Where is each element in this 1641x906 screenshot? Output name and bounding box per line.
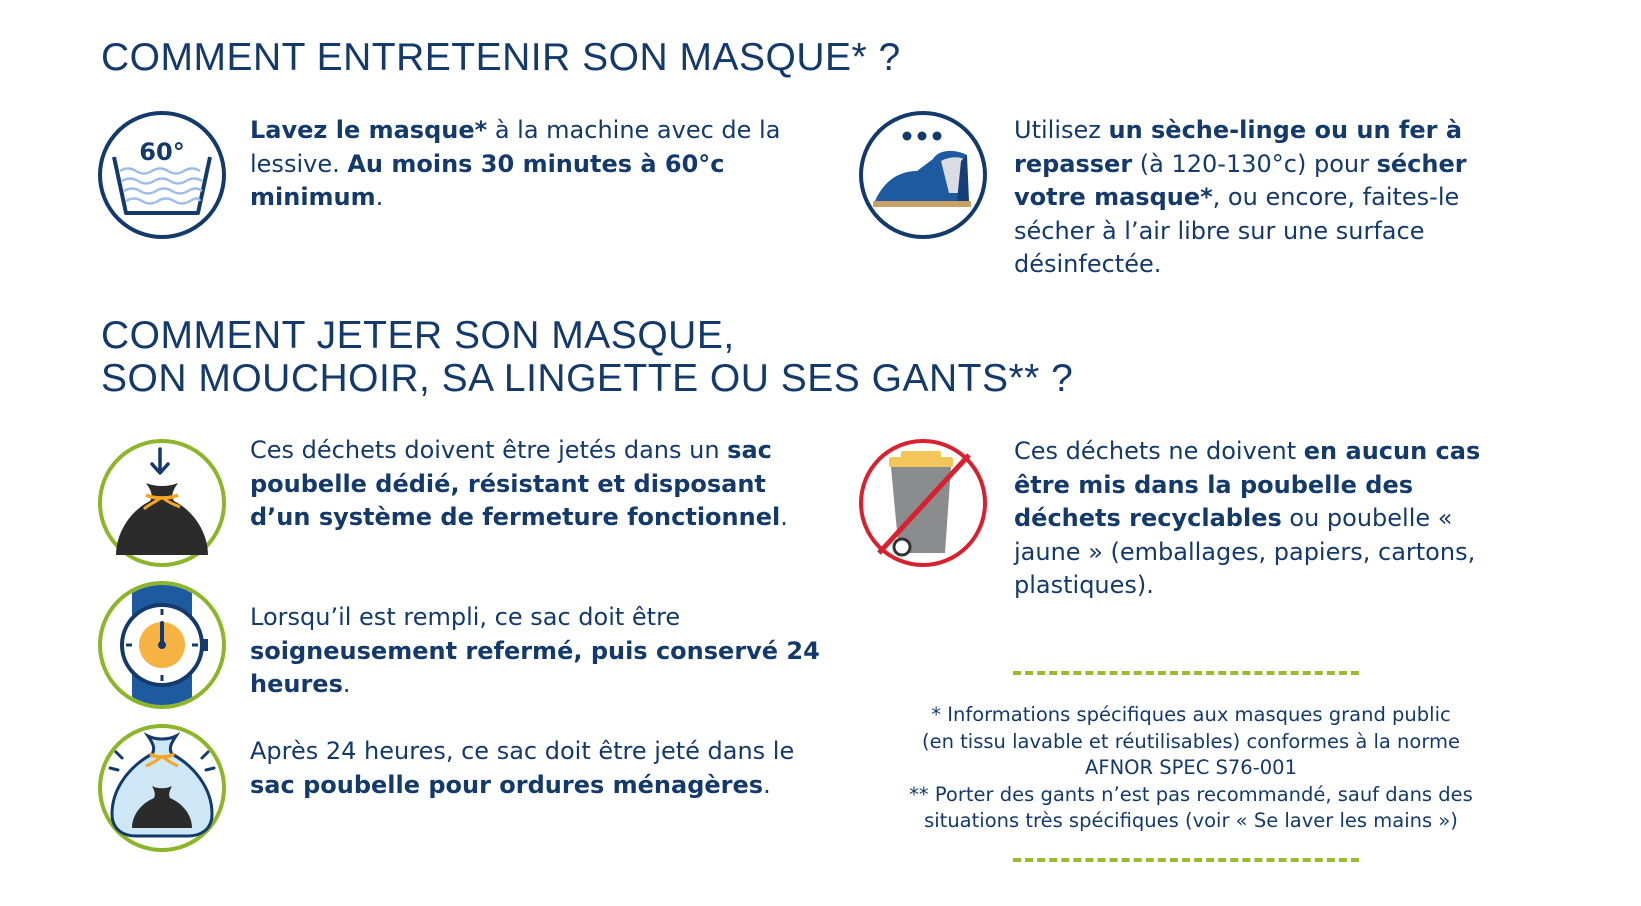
footnote-line-2: (en tissu lavable et réutilisables) conformes à la norme — [921, 729, 1460, 753]
footnote-line-5: situations très spécifiques (voir « Se laver les mains ») — [924, 809, 1458, 832]
wash-text: Lavez le masque* à la machine avec de la lessive. Au moins 30 minutes à 60°c minimum. — [250, 116, 781, 211]
double-bag-icon — [96, 722, 228, 854]
no-recycle-text: Ces déchets ne doivent en aucun cas être mis dans la poubelle des déchets recyclables ou poubelle « jaune » (emballages, papiers, cartons, plastiques). — [1014, 437, 1481, 599]
footnote-line-1: * Informations spécifiques aux masques grand public — [931, 703, 1451, 726]
section1-title: COMMENT ENTRETENIR SON MASQUE* ? — [101, 36, 901, 79]
dry-text: Utilisez un sèche-linge ou un fer à repasser (à 120-130°c) pour sécher votre masque*, ou encore, faites-le sécher à l’air libre sur une surface désinfectée. — [1014, 116, 1467, 278]
divider-top — [1013, 671, 1359, 675]
wait-text: Lorsqu’il est rempli, ce sac doit être soigneusement refermé, puis conservé 24 heures. — [250, 603, 820, 698]
trash-bag-down-icon — [96, 437, 228, 569]
footnote-line-3: AFNOR SPEC S76-001 — [1085, 756, 1297, 779]
divider-bottom — [1013, 858, 1359, 862]
iron-icon — [857, 109, 989, 241]
section2-title-line1: COMMENT JETER SON MASQUE, — [101, 314, 735, 357]
section2-title-line2: SON MOUCHOIR, SA LINGETTE OU SES GANTS** ? — [101, 357, 1074, 400]
footnote-line-4: ** Porter des gants n’est pas recommandé, sauf dans des — [909, 782, 1473, 806]
bag-text: Ces déchets doivent être jetés dans un sac poubelle dédié, résistant et disposant d’un système de fermeture fonctionnel. — [250, 436, 788, 531]
wash-temp-label: 60° — [139, 138, 185, 166]
no-recycle-bin-icon — [857, 437, 989, 569]
footnotes — [880, 702, 1502, 835]
throw-text: Après 24 heures, ce sac doit être jeté dans le sac poubelle pour ordures ménagères. — [250, 737, 795, 799]
washing-60-icon — [96, 109, 228, 241]
watch-24h-icon — [96, 579, 228, 711]
